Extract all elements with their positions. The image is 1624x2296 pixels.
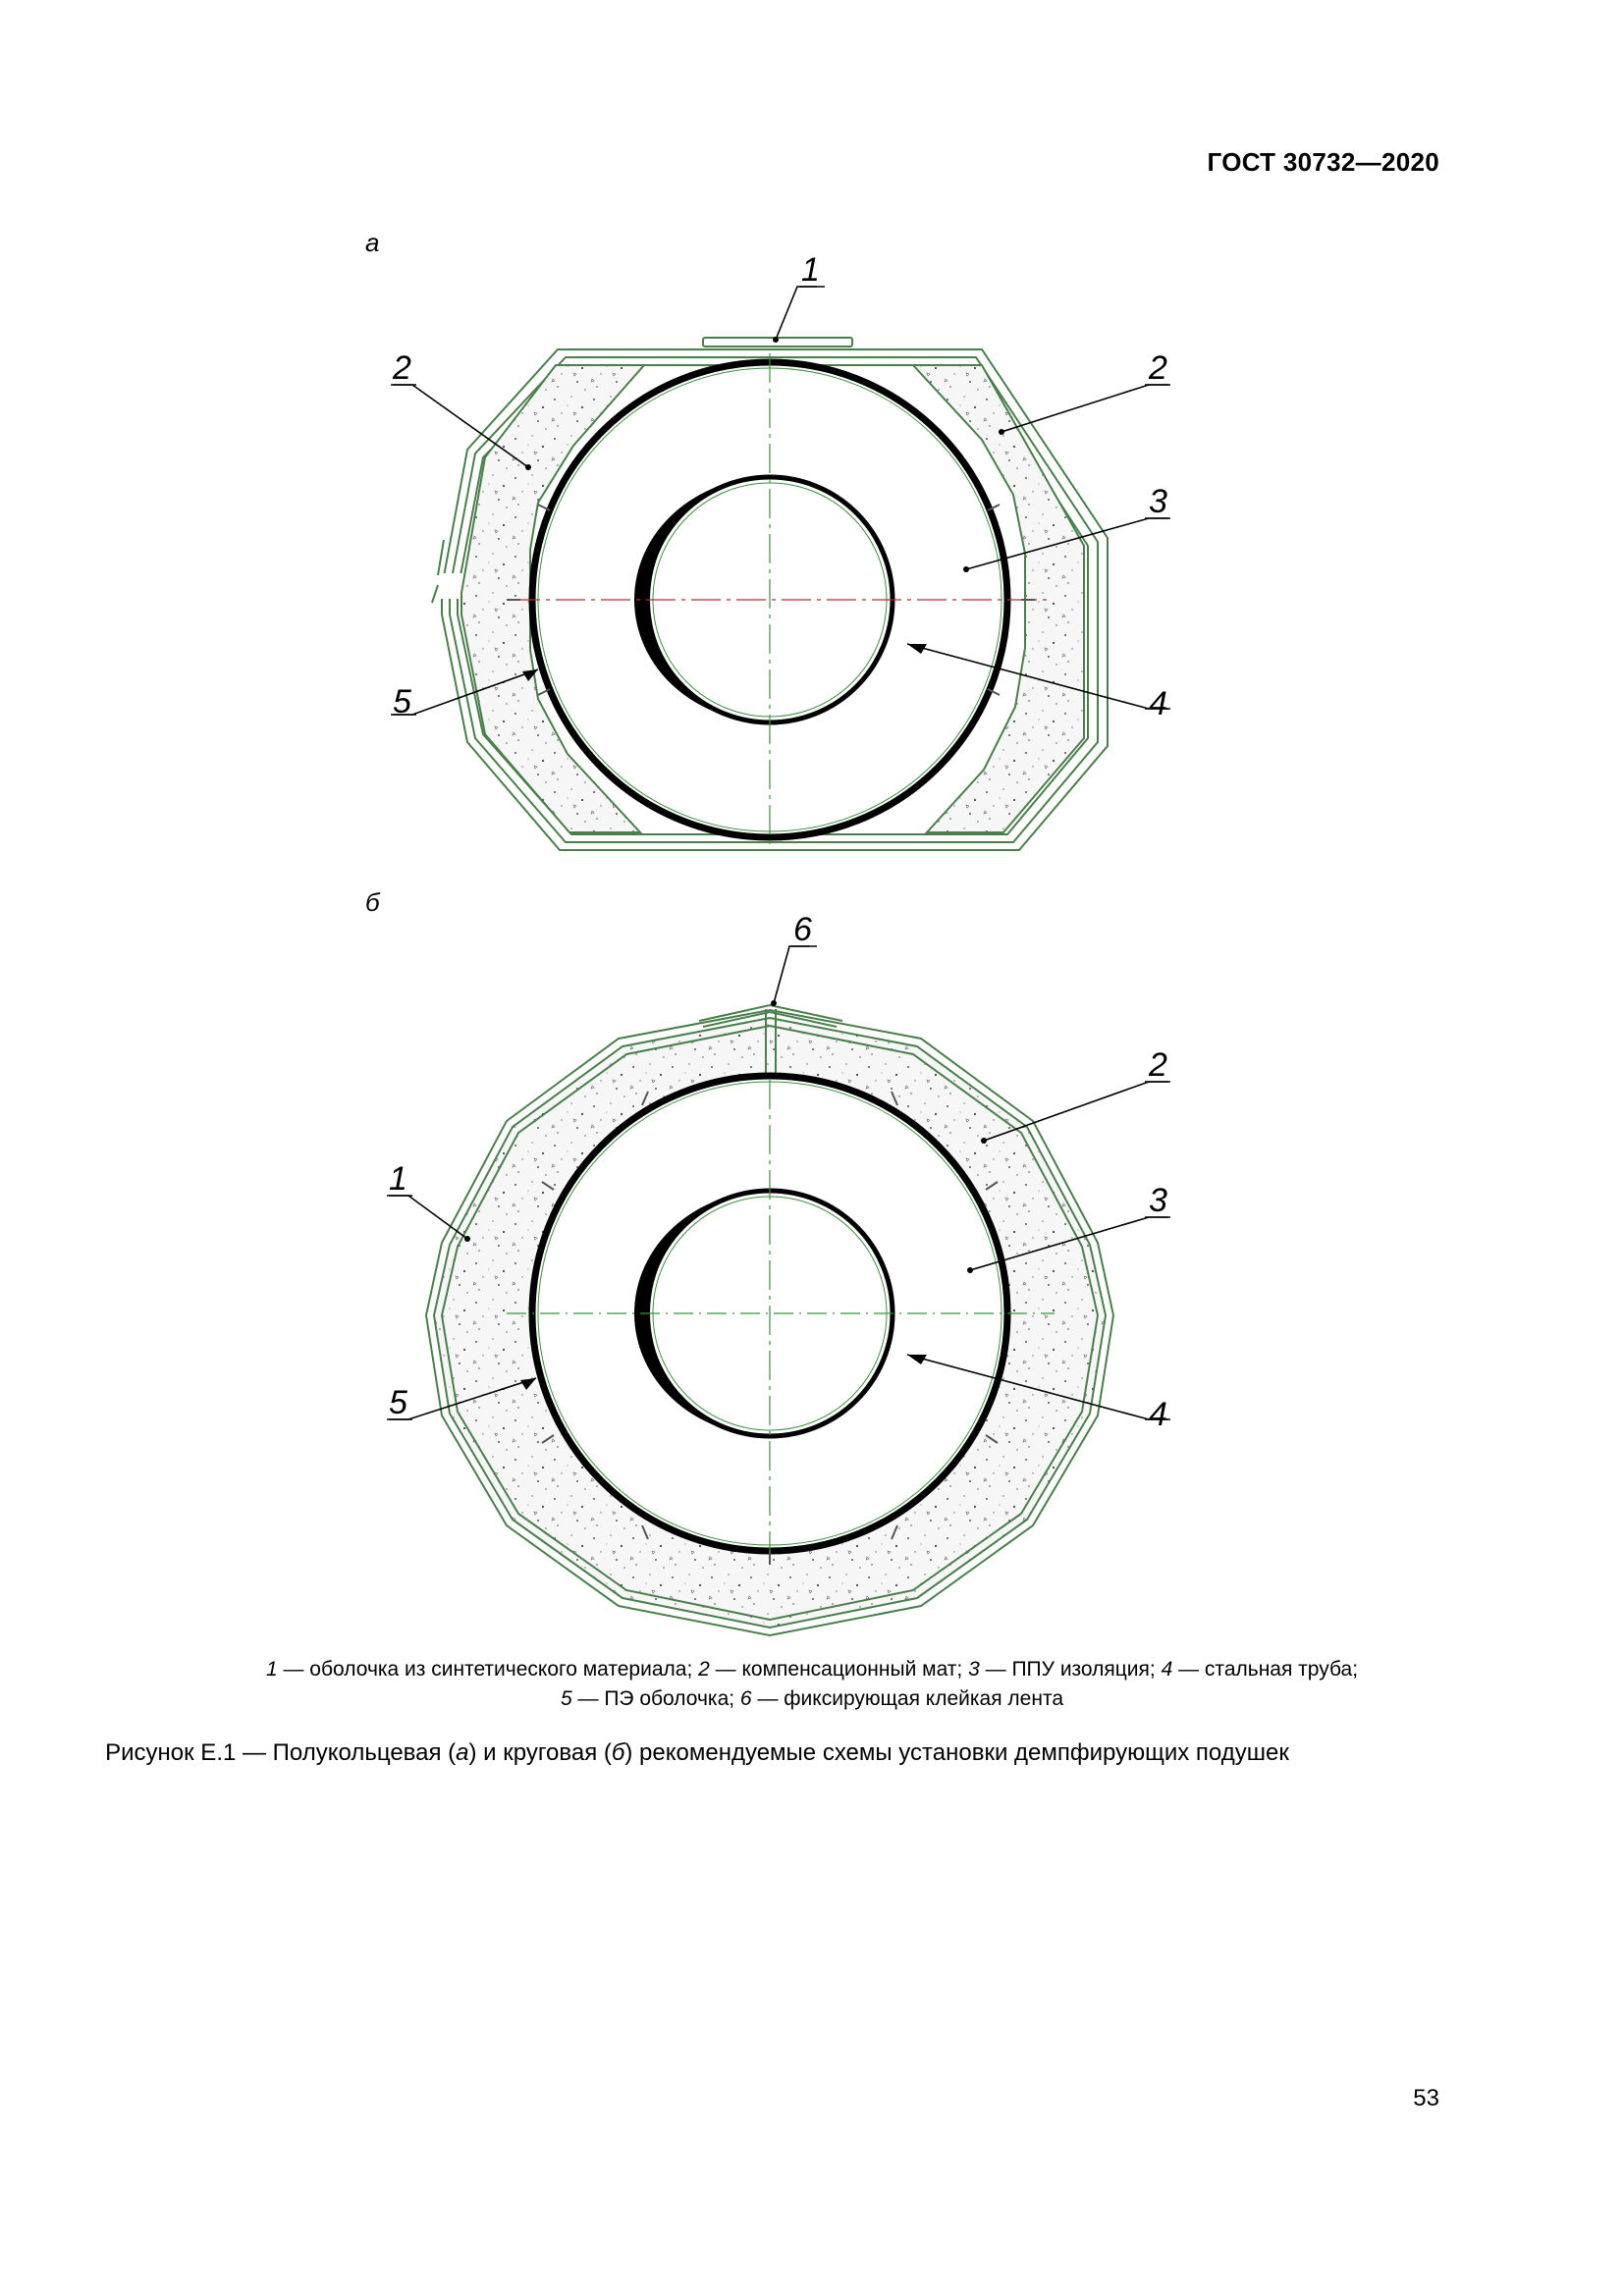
figure-b-label: б	[365, 887, 380, 917]
callout-3: 3	[1149, 483, 1167, 520]
legend-num: 2	[698, 1658, 710, 1681]
page-number: 53	[1413, 2085, 1439, 2111]
legend-num: 4	[1161, 1658, 1173, 1681]
legend	[0, 1655, 1624, 1714]
caption-b: б	[611, 1739, 625, 1766]
standard-header: ГОСТ 30732—2020	[1207, 147, 1439, 177]
callout-1: 1	[801, 251, 820, 289]
callout-2-left: 2	[393, 349, 411, 387]
callout-2: 2	[1149, 1046, 1167, 1084]
legend-text: — фиксирующая клейкая лента	[751, 1687, 1064, 1710]
callout-1-b: 1	[389, 1160, 407, 1198]
legend-text: — стальная труба;	[1172, 1658, 1359, 1681]
legend-line-2	[0, 1684, 1624, 1714]
legend-text: — ПЭ оболочка;	[571, 1687, 740, 1710]
figure-a-label: а	[365, 228, 380, 257]
callout-2-right: 2	[1149, 349, 1167, 387]
legend-num: 5	[560, 1687, 572, 1710]
caption-a: а	[456, 1739, 469, 1766]
callout-5-b: 5	[389, 1384, 407, 1421]
legend-num: 1	[265, 1658, 278, 1681]
caption-text: ) и круговая (	[468, 1739, 612, 1766]
callout-3-b: 3	[1149, 1182, 1167, 1219]
legend-line-1	[0, 1655, 1624, 1684]
figure-caption	[0, 1739, 1394, 1767]
callout-4: 4	[1149, 685, 1167, 722]
legend-text: — ППУ изоляция;	[979, 1658, 1162, 1681]
callout-5: 5	[393, 683, 411, 721]
caption-text: ) рекомендуемые схемы установки демпфирующих подушек	[624, 1739, 1289, 1766]
callout-4-b: 4	[1149, 1396, 1167, 1433]
legend-num: 3	[968, 1658, 980, 1681]
caption-text: Рисунок Е.1 — Полукольцевая (	[105, 1739, 457, 1766]
callout-6: 6	[793, 911, 812, 948]
legend-num: 6	[739, 1687, 752, 1710]
legend-text: — компенсационный мат;	[709, 1658, 969, 1681]
legend-text: — оболочка из синтетического материала;	[277, 1658, 699, 1681]
